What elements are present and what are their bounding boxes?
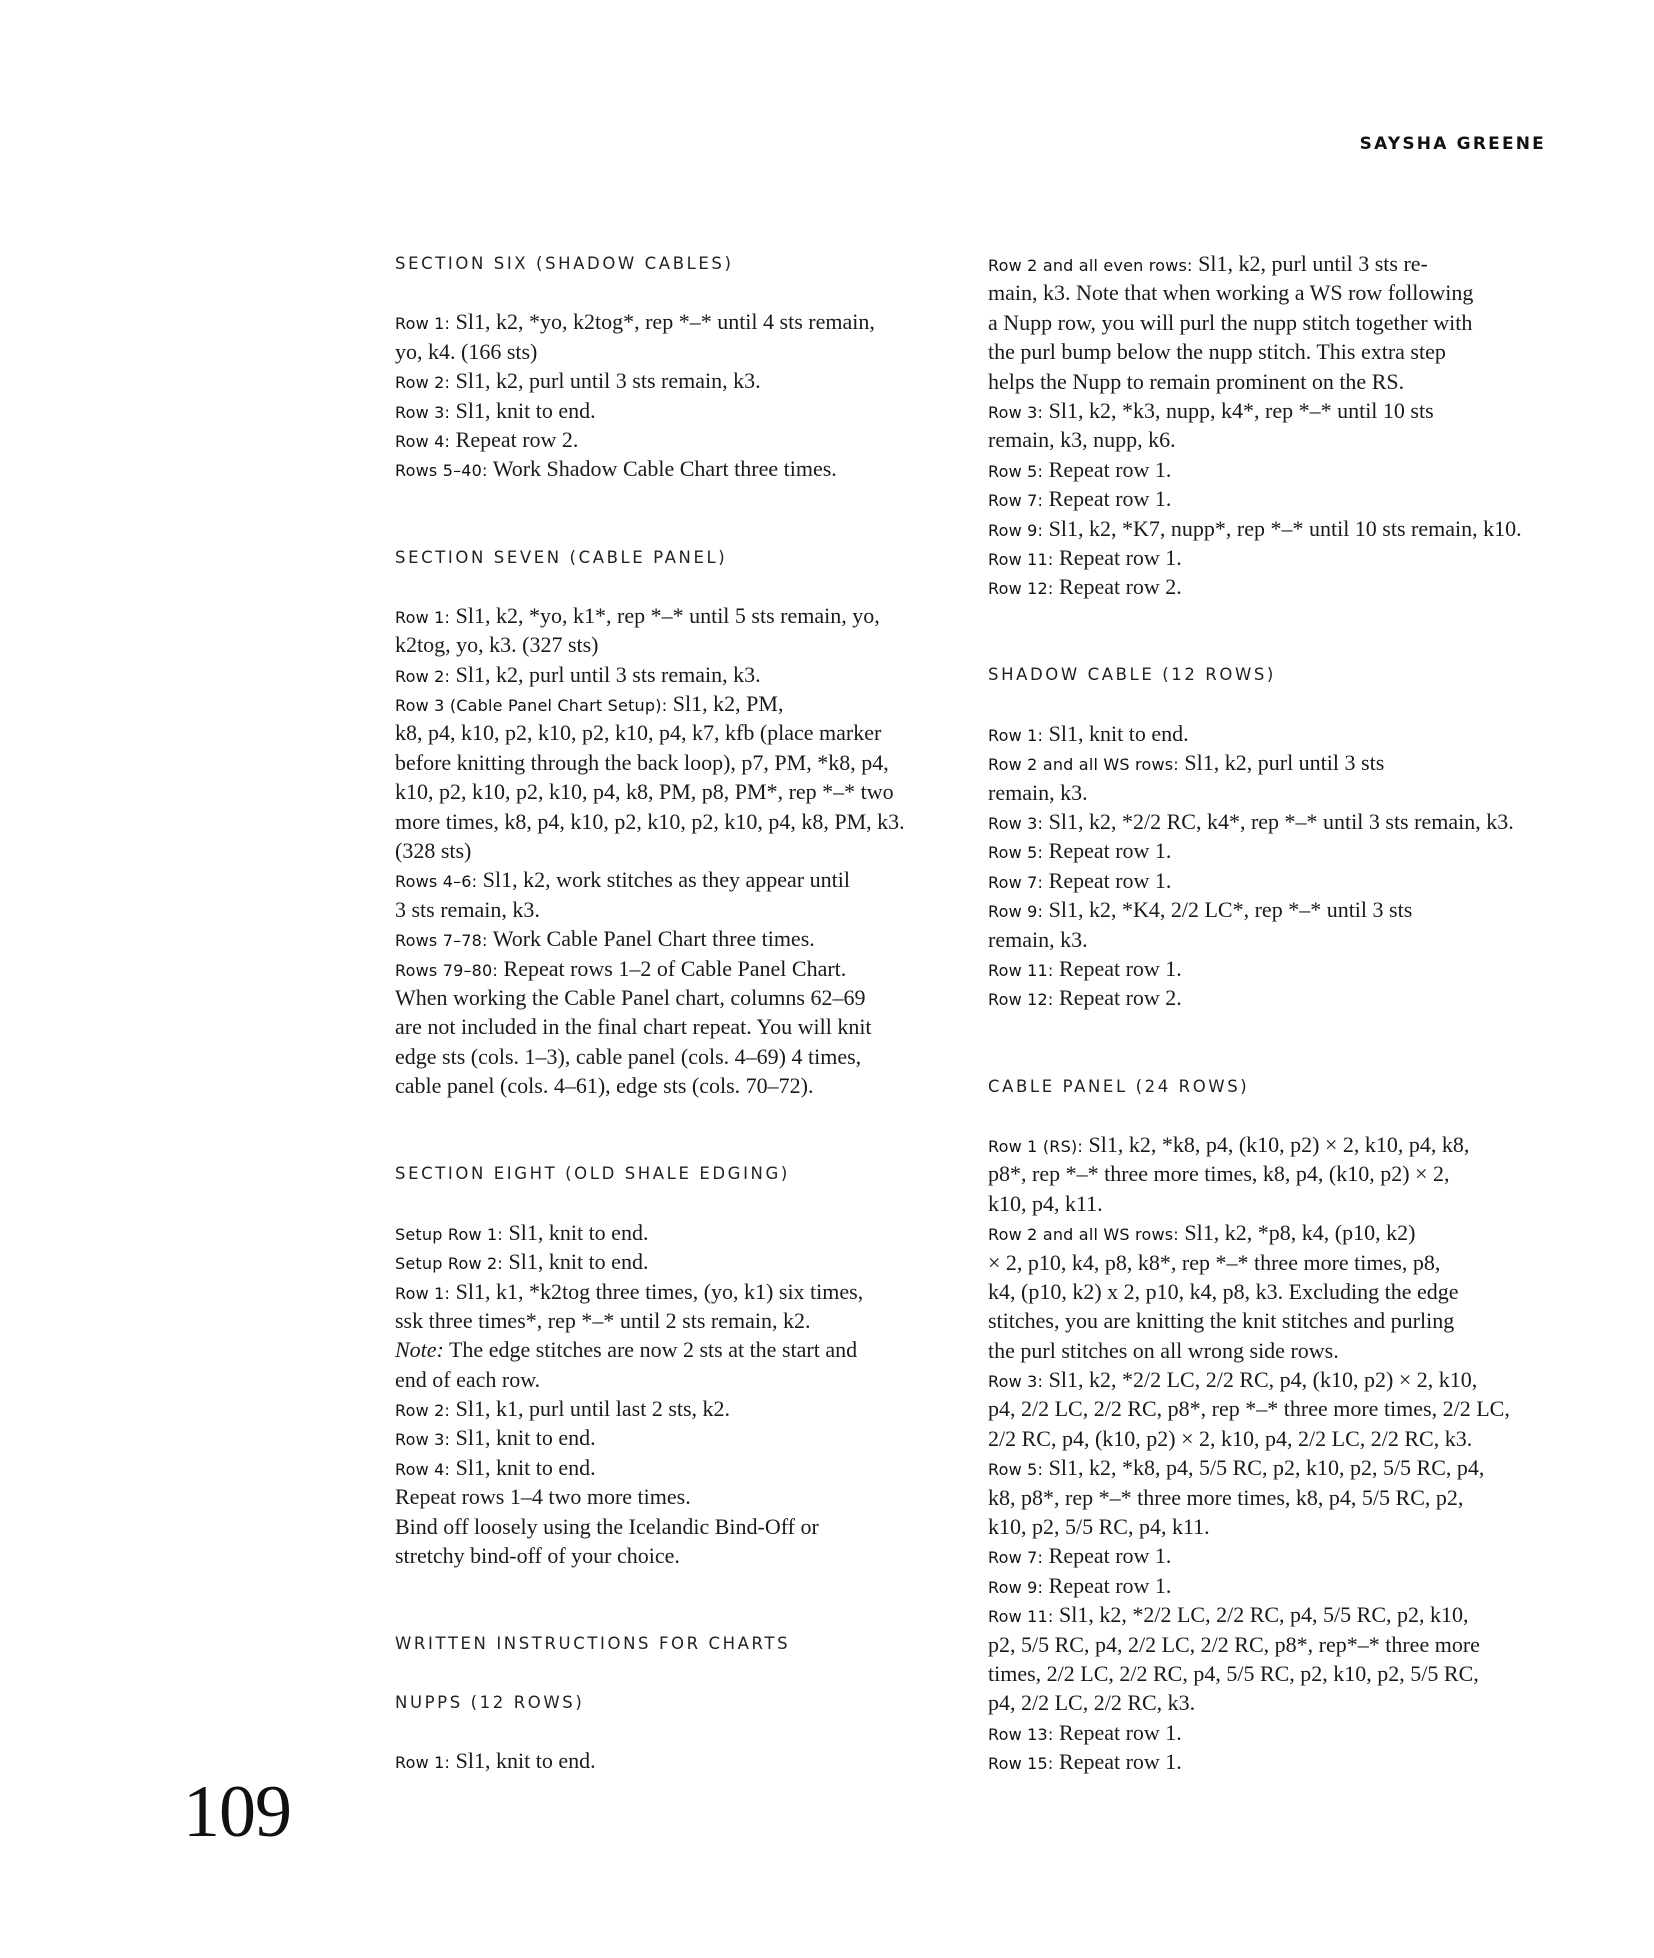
instruction-line <box>988 514 1548 543</box>
instruction-text: Sl1, k2, *p8, k4, (p10, k2) <box>1178 1220 1416 1246</box>
instruction-text: remain, k3, nupp, k6. <box>988 427 1176 453</box>
instruction-line <box>395 865 960 894</box>
row-label: Rows 4–6: <box>395 872 478 892</box>
instruction-line <box>395 1365 960 1394</box>
row-label: Row 3: <box>395 1430 451 1450</box>
row-label: Row 3 (Cable Panel Chart Setup): <box>395 696 668 716</box>
spacer <box>395 1188 960 1217</box>
row-label: Row 3: <box>988 1372 1044 1392</box>
instruction-line <box>395 983 960 1012</box>
instruction-line <box>395 1394 960 1423</box>
section-heading: SECTION EIGHT (OLD SHALE EDGING) <box>395 1164 790 1184</box>
instruction-line <box>988 748 1548 777</box>
instruction-line <box>395 836 960 865</box>
instruction-text: Sl1, k1, purl until last 2 sts, k2. <box>450 1396 731 1422</box>
instruction-line <box>988 1336 1548 1365</box>
instruction-text: yo, k4. (166 sts) <box>395 338 538 364</box>
instruction-line <box>988 1189 1548 1218</box>
instruction-line <box>988 836 1548 865</box>
instruction-text: Sl1, k2, purl until 3 sts <box>1178 750 1385 776</box>
instruction-text: Repeat row 2. <box>1053 574 1182 600</box>
instruction-line <box>395 1218 960 1247</box>
instruction-text: When working the Cable Panel chart, columns 62–69 <box>395 985 866 1010</box>
instruction-text: (328 sts) <box>395 838 472 864</box>
instruction-line <box>988 1453 1548 1482</box>
row-label: Row 12: <box>988 579 1054 599</box>
row-label: Row 11: <box>988 961 1054 980</box>
instruction-line <box>988 308 1548 337</box>
row-label: Row 3: <box>395 402 451 422</box>
instruction-line <box>988 1130 1548 1159</box>
instruction-text: k10, p2, k10, p2, k10, p4, k8, PM, p8, PM*, rep *–* two <box>395 779 894 805</box>
spacer <box>395 1658 960 1687</box>
instruction-line <box>395 454 960 483</box>
instruction-line <box>988 367 1548 396</box>
instruction-text: main, k3. Note that when working a WS row following <box>988 280 1474 306</box>
instruction-line <box>988 1630 1548 1659</box>
instruction-text: Repeat row 1. <box>1053 1719 1182 1745</box>
instruction-text: Sl1, k2, *yo, k2tog*, rep *–* until 4 sts remain, <box>450 309 875 335</box>
instruction-text: more times, k8, p4, k10, p2, k10, p2, k10, p4, k8, PM, k3. <box>395 808 905 834</box>
instruction-text: p4, 2/2 LC, 2/2 RC, k3. <box>988 1690 1196 1716</box>
row-label: Row 5: <box>988 461 1044 481</box>
row-label: Row 1 (RS): <box>988 1136 1083 1156</box>
instruction-text: Sl1, k2, *k8, p4, (k10, p2) × 2, k10, p4, k8, <box>1082 1131 1470 1157</box>
row-label: Row 1: <box>395 1283 451 1303</box>
instruction-line <box>395 425 960 454</box>
instruction-line <box>395 1746 960 1775</box>
instruction-line <box>988 778 1548 807</box>
spacer <box>395 1570 960 1629</box>
instruction-text: p8*, rep *–* three more times, k8, p4, (k10, p2) × 2, <box>988 1161 1450 1187</box>
instruction-line <box>988 425 1548 454</box>
instruction-line <box>988 954 1548 983</box>
instruction-text: k2tog, yo, k3. (327 sts) <box>395 632 599 658</box>
instruction-text: before knitting through the back loop), p7, PM, *k8, p4, <box>395 749 889 775</box>
row-label: Row 3: <box>988 814 1044 834</box>
row-label: Row 13: <box>988 1724 1054 1744</box>
instruction-text: k10, p4, k11. <box>988 1190 1103 1216</box>
instruction-line <box>988 1659 1548 1688</box>
instruction-text: the purl bump below the nupp stitch. This extra step <box>988 339 1446 365</box>
instruction-line <box>395 660 960 689</box>
instruction-text: k10, p2, 5/5 RC, p4, k11. <box>988 1514 1210 1540</box>
instruction-line <box>988 1747 1548 1776</box>
row-label: Row 1: <box>988 725 1044 745</box>
instruction-line <box>988 572 1548 601</box>
instruction-line <box>395 307 960 336</box>
instruction-text: are not included in the final chart repeat. You will knit <box>395 1014 872 1040</box>
instruction-text: Repeat row 1. <box>1053 544 1182 570</box>
row-label: Row 15: <box>988 1754 1054 1774</box>
section-heading: WRITTEN INSTRUCTIONS FOR CHARTS <box>395 1634 791 1654</box>
instruction-line <box>395 1042 960 1071</box>
instruction-text: Sl1, knit to end. <box>450 1748 596 1774</box>
spacer <box>988 1013 1548 1072</box>
row-label: Row 2 and all even rows: <box>988 256 1193 275</box>
instruction-text: p4, 2/2 LC, 2/2 RC, p8*, rep *–* three more times, 2/2 LC, <box>988 1396 1510 1422</box>
section-heading: SECTION SIX (SHADOW CABLES) <box>395 254 734 273</box>
row-label: Row 2: <box>395 666 451 686</box>
instruction-line <box>395 777 960 806</box>
instruction-text: Sl1, knit to end. <box>450 1425 596 1451</box>
left-text-column <box>395 249 960 1775</box>
instruction-text: Repeat row 1. <box>1043 486 1172 512</box>
row-label: Row 5: <box>988 1460 1044 1480</box>
instruction-line <box>988 1483 1548 1512</box>
row-label: Row 2: <box>395 373 451 393</box>
row-label: Setup Row 1: <box>395 1224 503 1244</box>
instruction-line <box>988 807 1548 836</box>
section-heading: SECTION SEVEN (CABLE PANEL) <box>395 547 728 567</box>
instruction-line <box>395 366 960 395</box>
section-heading: SHADOW CABLE (12 ROWS) <box>988 665 1276 685</box>
instruction-text: edge sts (cols. 1–3), cable panel (cols. 4–69) 4 times, <box>395 1043 862 1069</box>
instruction-text: p2, 5/5 RC, p4, 2/2 LC, 2/2 RC, p8*, rep*–* three more <box>988 1631 1480 1657</box>
instruction-text: Sl1, k2, purl until 3 sts remain, k3. <box>450 368 761 394</box>
instruction-line <box>988 1600 1548 1629</box>
instruction-line <box>395 1335 960 1364</box>
instruction-line <box>988 249 1548 278</box>
instruction-text: Sl1, knit to end. <box>450 1454 596 1480</box>
instruction-line <box>395 807 960 836</box>
instruction-text: remain, k3. <box>988 926 1088 952</box>
instruction-text: 2/2 RC, p4, (k10, p2) × 2, k10, p4, 2/2 LC, 2/2 RC, k3. <box>988 1425 1473 1451</box>
instruction-line <box>988 396 1548 425</box>
row-label: Row 11: <box>988 549 1054 569</box>
instruction-text: Sl1, knit to end. <box>503 1249 649 1275</box>
instruction-line <box>395 689 960 718</box>
page-number: 109 <box>183 1771 291 1853</box>
spacer <box>395 278 960 307</box>
instruction-line <box>988 1688 1548 1717</box>
instruction-text: Sl1, k2, *2/2 RC, k4*, rep *–* until 3 sts remain, k3. <box>1043 809 1514 835</box>
row-label: Rows 5–40: <box>395 461 488 481</box>
instruction-line <box>395 924 960 953</box>
row-label: Row 3: <box>988 402 1044 422</box>
row-label: Row 2 and all WS rows: <box>988 755 1179 775</box>
instruction-text: Sl1, k2, purl until 3 sts re- <box>1192 251 1428 276</box>
spacer <box>988 1101 1548 1130</box>
instruction-line <box>988 1394 1548 1423</box>
instruction-line <box>395 1423 960 1452</box>
instruction-text: Work Shadow Cable Chart three times. <box>487 456 837 482</box>
row-label: Row 7: <box>988 872 1044 892</box>
instruction-line <box>988 455 1548 484</box>
instruction-line <box>395 1277 960 1306</box>
instruction-text: Sl1, knit to end. <box>503 1219 649 1245</box>
instruction-text: helps the Nupp to remain prominent on the RS. <box>988 368 1405 394</box>
instruction-text: Sl1, k2, *k3, nupp, k4*, rep *–* until 10 sts <box>1043 397 1434 423</box>
instruction-line <box>395 1012 960 1041</box>
row-label: Row 2 and all WS rows: <box>988 1225 1179 1245</box>
instruction-text: Repeat rows 1–2 of Cable Panel Chart. <box>498 955 847 981</box>
row-label: Row 1: <box>395 607 451 627</box>
spacer <box>395 484 960 543</box>
instruction-text: Sl1, k1, *k2tog three times, (yo, k1) six times, <box>450 1278 864 1304</box>
instruction-line <box>988 278 1548 307</box>
instruction-text: Repeat row 1. <box>1043 867 1172 893</box>
row-label: Row 9: <box>988 902 1044 922</box>
row-label: Rows 79–80: <box>395 960 499 980</box>
row-label: Row 1: <box>395 1753 451 1773</box>
instruction-line <box>988 543 1548 572</box>
instruction-text: stretchy bind-off of your choice. <box>395 1543 680 1569</box>
instruction-line <box>988 983 1548 1012</box>
instruction-text: 3 sts remain, k3. <box>395 896 540 922</box>
instruction-line <box>988 1424 1548 1453</box>
instruction-text: k8, p4, k10, p2, k10, p2, k10, p4, k7, kfb (place marker <box>395 720 882 746</box>
instruction-line <box>395 718 960 747</box>
instruction-text: Sl1, k2, *2/2 LC, 2/2 RC, p4, 5/5 RC, p2, k10, <box>1053 1602 1469 1628</box>
instruction-text: Bind off loosely using the Icelandic Bind-Off or <box>395 1513 819 1539</box>
row-label: Row 7: <box>988 491 1044 511</box>
instruction-line <box>395 1306 960 1335</box>
instruction-line <box>988 1571 1548 1600</box>
instruction-text: Repeat row 2. <box>1053 985 1182 1011</box>
instruction-text: Repeat row 1. <box>1053 956 1182 981</box>
instruction-text: Repeat row 1. <box>1043 456 1172 482</box>
row-label: Row 7: <box>988 1548 1044 1568</box>
running-header-author: SAYSHA GREENE <box>1359 134 1546 154</box>
instruction-text: Sl1, k2, *2/2 LC, 2/2 RC, p4, (k10, p2) × 2, k10, <box>1043 1367 1478 1393</box>
instruction-line <box>988 1159 1548 1188</box>
row-label: Row 2: <box>395 1401 451 1421</box>
instruction-text: Repeat row 1. <box>1043 838 1172 864</box>
instruction-text: Sl1, k2, work stitches as they appear until <box>477 867 850 893</box>
instruction-line <box>988 1365 1548 1394</box>
row-label: Row 9: <box>988 1577 1044 1597</box>
instruction-line <box>395 630 960 659</box>
instruction-text: k8, p8*, rep *–* three more times, k8, p4, 5/5 RC, p2, <box>988 1484 1464 1510</box>
instruction-text: Repeat row 2. <box>450 426 579 452</box>
section-heading: NUPPS (12 ROWS) <box>395 1692 585 1712</box>
instruction-text: Sl1, k2, *yo, k1*, rep *–* until 5 sts remain, yo, <box>450 602 880 628</box>
instruction-text: stitches, you are knitting the knit stitches and purling <box>988 1308 1455 1334</box>
row-label: Row 5: <box>988 843 1044 863</box>
instruction-line <box>395 1453 960 1482</box>
instruction-line <box>395 601 960 630</box>
spacer <box>988 689 1548 718</box>
instruction-line <box>395 337 960 366</box>
instruction-line <box>988 1718 1548 1747</box>
instruction-line <box>988 719 1548 748</box>
row-label: Row 12: <box>988 990 1054 1010</box>
row-label: Row 4: <box>395 431 451 451</box>
instruction-line <box>988 866 1548 895</box>
instruction-line <box>988 337 1548 366</box>
instruction-text: ssk three times*, rep *–* until 2 sts remain, k2. <box>395 1307 811 1333</box>
instruction-text: Repeat row 1. <box>1043 1543 1172 1569</box>
instruction-line <box>395 1071 960 1100</box>
section-heading: CABLE PANEL (24 ROWS) <box>988 1076 1250 1096</box>
instruction-text: Sl1, k2, *K4, 2/2 LC*, rep *–* until 3 sts <box>1043 897 1413 923</box>
instruction-line <box>395 954 960 983</box>
instruction-line <box>988 925 1548 954</box>
instruction-text: a Nupp row, you will purl the nupp stitch together with <box>988 309 1473 335</box>
instruction-line <box>988 1248 1548 1277</box>
instruction-line <box>988 484 1548 513</box>
instruction-line <box>988 895 1548 924</box>
instruction-text: Sl1, knit to end. <box>1043 720 1189 746</box>
spacer <box>395 1101 960 1160</box>
instruction-line <box>988 1277 1548 1306</box>
instruction-text: Repeat rows 1–4 two more times. <box>395 1484 691 1510</box>
instruction-line <box>395 748 960 777</box>
instruction-line <box>395 1247 960 1276</box>
instruction-text: Repeat row 1. <box>1043 1572 1172 1598</box>
instruction-text: remain, k3. <box>988 779 1088 805</box>
spacer <box>395 1717 960 1746</box>
spacer <box>395 572 960 601</box>
right-text-column <box>988 249 1548 1777</box>
note-label: Note: <box>395 1337 444 1363</box>
row-label: Row 1: <box>395 314 451 334</box>
instruction-text: Repeat row 1. <box>1053 1749 1182 1775</box>
instruction-text: Sl1, k2, *K7, nupp*, rep *–* until 10 sts remain, k10. <box>1043 515 1522 541</box>
instruction-line <box>988 1541 1548 1570</box>
row-label: Row 11: <box>988 1607 1054 1627</box>
instruction-text: cable panel (cols. 4–61), edge sts (cols. 70–72). <box>395 1073 814 1099</box>
instruction-text: end of each row. <box>395 1366 541 1392</box>
instruction-text: times, 2/2 LC, 2/2 RC, p4, 5/5 RC, p2, k10, p2, 5/5 RC, <box>988 1661 1479 1686</box>
row-label: Rows 7–78: <box>395 931 488 951</box>
instruction-text: Sl1, knit to end. <box>450 397 596 423</box>
instruction-line <box>395 1512 960 1541</box>
row-label: Row 9: <box>988 520 1044 540</box>
instruction-text: The edge stitches are now 2 sts at the start and <box>443 1337 858 1363</box>
instruction-text: Sl1, k2, *k8, p4, 5/5 RC, p2, k10, p2, 5/5 RC, p4, <box>1043 1455 1485 1481</box>
instruction-line <box>988 1306 1548 1335</box>
instruction-text: Sl1, k2, PM, <box>667 691 784 717</box>
instruction-line <box>395 895 960 924</box>
row-label: Setup Row 2: <box>395 1254 503 1274</box>
instruction-text: k4, (p10, k2) x 2, p10, k4, p8, k3. Excluding the edge <box>988 1278 1459 1304</box>
spacer <box>988 602 1548 661</box>
instruction-line <box>395 1482 960 1511</box>
instruction-text: the purl stitches on all wrong side rows. <box>988 1337 1339 1363</box>
instruction-text: Sl1, k2, purl until 3 sts remain, k3. <box>450 661 761 687</box>
instruction-line <box>395 396 960 425</box>
instruction-text: × 2, p10, k4, p8, k8*, rep *–* three more times, p8, <box>988 1249 1441 1275</box>
instruction-line <box>395 1541 960 1570</box>
row-label: Row 4: <box>395 1459 451 1479</box>
instruction-line <box>988 1218 1548 1247</box>
instruction-text: Work Cable Panel Chart three times. <box>487 926 815 952</box>
instruction-line <box>988 1512 1548 1541</box>
